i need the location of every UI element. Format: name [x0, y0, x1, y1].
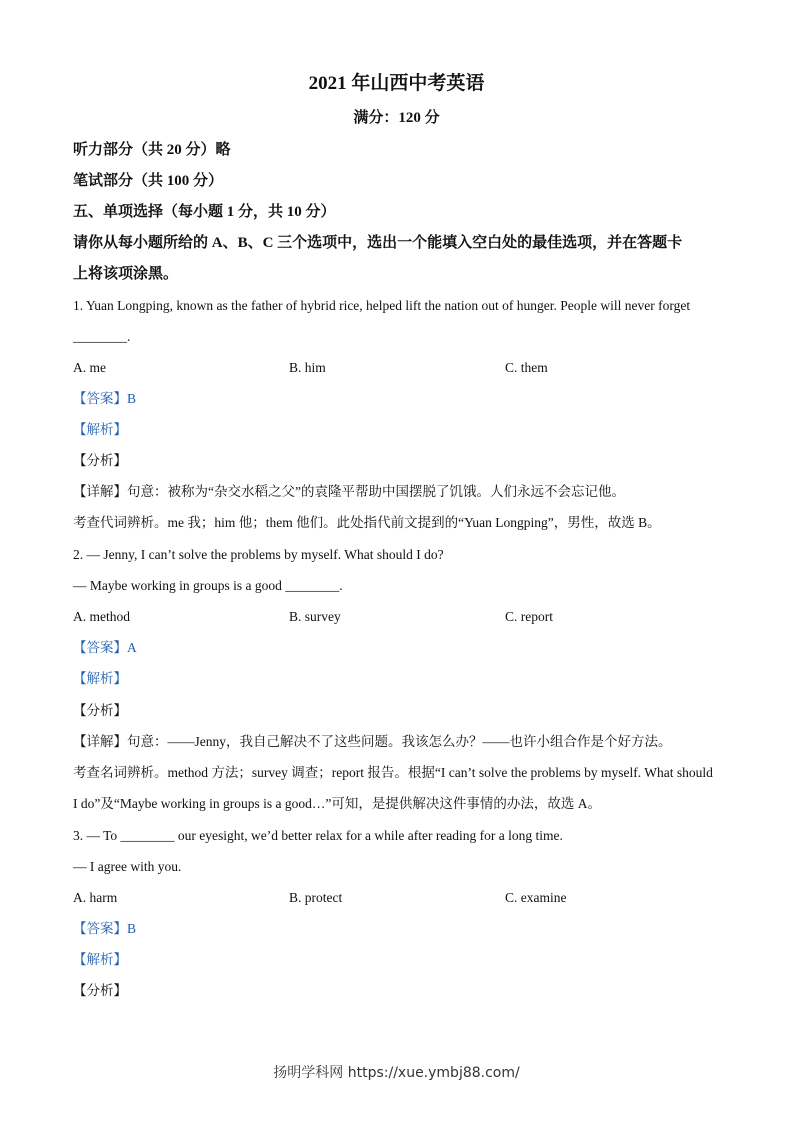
- q3-stem-line-2: — I agree with you.: [73, 859, 182, 874]
- q2-answer: 【答案】A: [73, 640, 137, 655]
- q2-option-c: C. report: [505, 609, 553, 624]
- q1-option-a: A. me: [73, 360, 106, 375]
- q1-fenxi-label: 【分析】: [73, 453, 127, 468]
- page-title: 2021 年山西中考英语: [308, 73, 485, 94]
- q2-detail-line-2: 考查名词辨析。method 方法；survey 调查；report 报告。根据“I can’t solve the problems by myself. What should: [73, 765, 713, 780]
- q1-stem-line-1: 1. Yuan Longping, known as the father of hybrid rice, helped lift the nation out of hunger. People will never forget: [73, 298, 691, 313]
- q3-answer: 【答案】B: [73, 921, 137, 936]
- footer-watermark-link[interactable]: 扬明学科网 https://xue.ymbj88.com/: [273, 1065, 520, 1081]
- q3-analysis-label: 【解析】: [73, 952, 127, 967]
- q2-stem-line-2: — Maybe working in groups is a good ________.: [73, 578, 343, 593]
- q1-answer: 【答案】B: [73, 391, 137, 406]
- q2-fenxi-label: 【分析】: [73, 703, 127, 718]
- q1-option-c: C. them: [505, 360, 548, 375]
- q2-detail-line-1: 【详解】句意：——Jenny，我自己解决不了这些问题。我该怎么办？——也许小组合作是个好方法。: [73, 734, 672, 749]
- q2-stem-line-1: 2. — Jenny, I can’t solve the problems by myself. What should I do?: [73, 547, 444, 562]
- q3-option-b: B. protect: [289, 890, 343, 905]
- instruction-line-2: 上将该项涂黑。: [73, 266, 179, 282]
- listening-section-heading: 听力部分（共 20 分）略: [73, 142, 231, 158]
- q3-option-a: A. harm: [73, 890, 118, 905]
- q2-analysis-label: 【解析】: [73, 671, 127, 686]
- q3-stem-line-1: 3. — To ________ our eyesight, we’d better relax for a while after reading for a long time.: [73, 828, 563, 843]
- instruction-line-1: 请你从每小题所给的 A、B、C 三个选项中，选出一个能填入空白处的最佳选项，并在答题卡: [73, 235, 683, 251]
- writing-section-heading: 笔试部分（共 100 分）: [73, 173, 224, 189]
- q2-option-a: A. method: [73, 609, 130, 624]
- q2-option-b: B. survey: [289, 609, 341, 624]
- part5-heading: 五、单项选择（每小题 1 分，共 10 分）: [73, 204, 336, 220]
- q3-fenxi-label: 【分析】: [73, 983, 127, 998]
- q2-detail-line-3: I do”及“Maybe working in groups is a good…”可知，是提供解决这件事情的办法，故选 A。: [73, 796, 601, 811]
- q1-detail-line-1: 【详解】句意：被称为“杂交水稻之父”的袁隆平帮助中国摆脱了饥饿。人们永远不会忘记他。: [73, 484, 625, 499]
- q1-detail-line-2: 考查代词辨析。me 我；him 他；them 他们。此处指代前文提到的“Yuan Longping”，男性，故选 B。: [73, 515, 661, 530]
- q1-analysis-label: 【解析】: [73, 422, 127, 437]
- q3-option-c: C. examine: [505, 890, 567, 905]
- q1-option-b: B. him: [289, 360, 326, 375]
- q1-stem-line-2: ________.: [73, 329, 131, 344]
- score-line: 满分：120 分: [353, 110, 440, 126]
